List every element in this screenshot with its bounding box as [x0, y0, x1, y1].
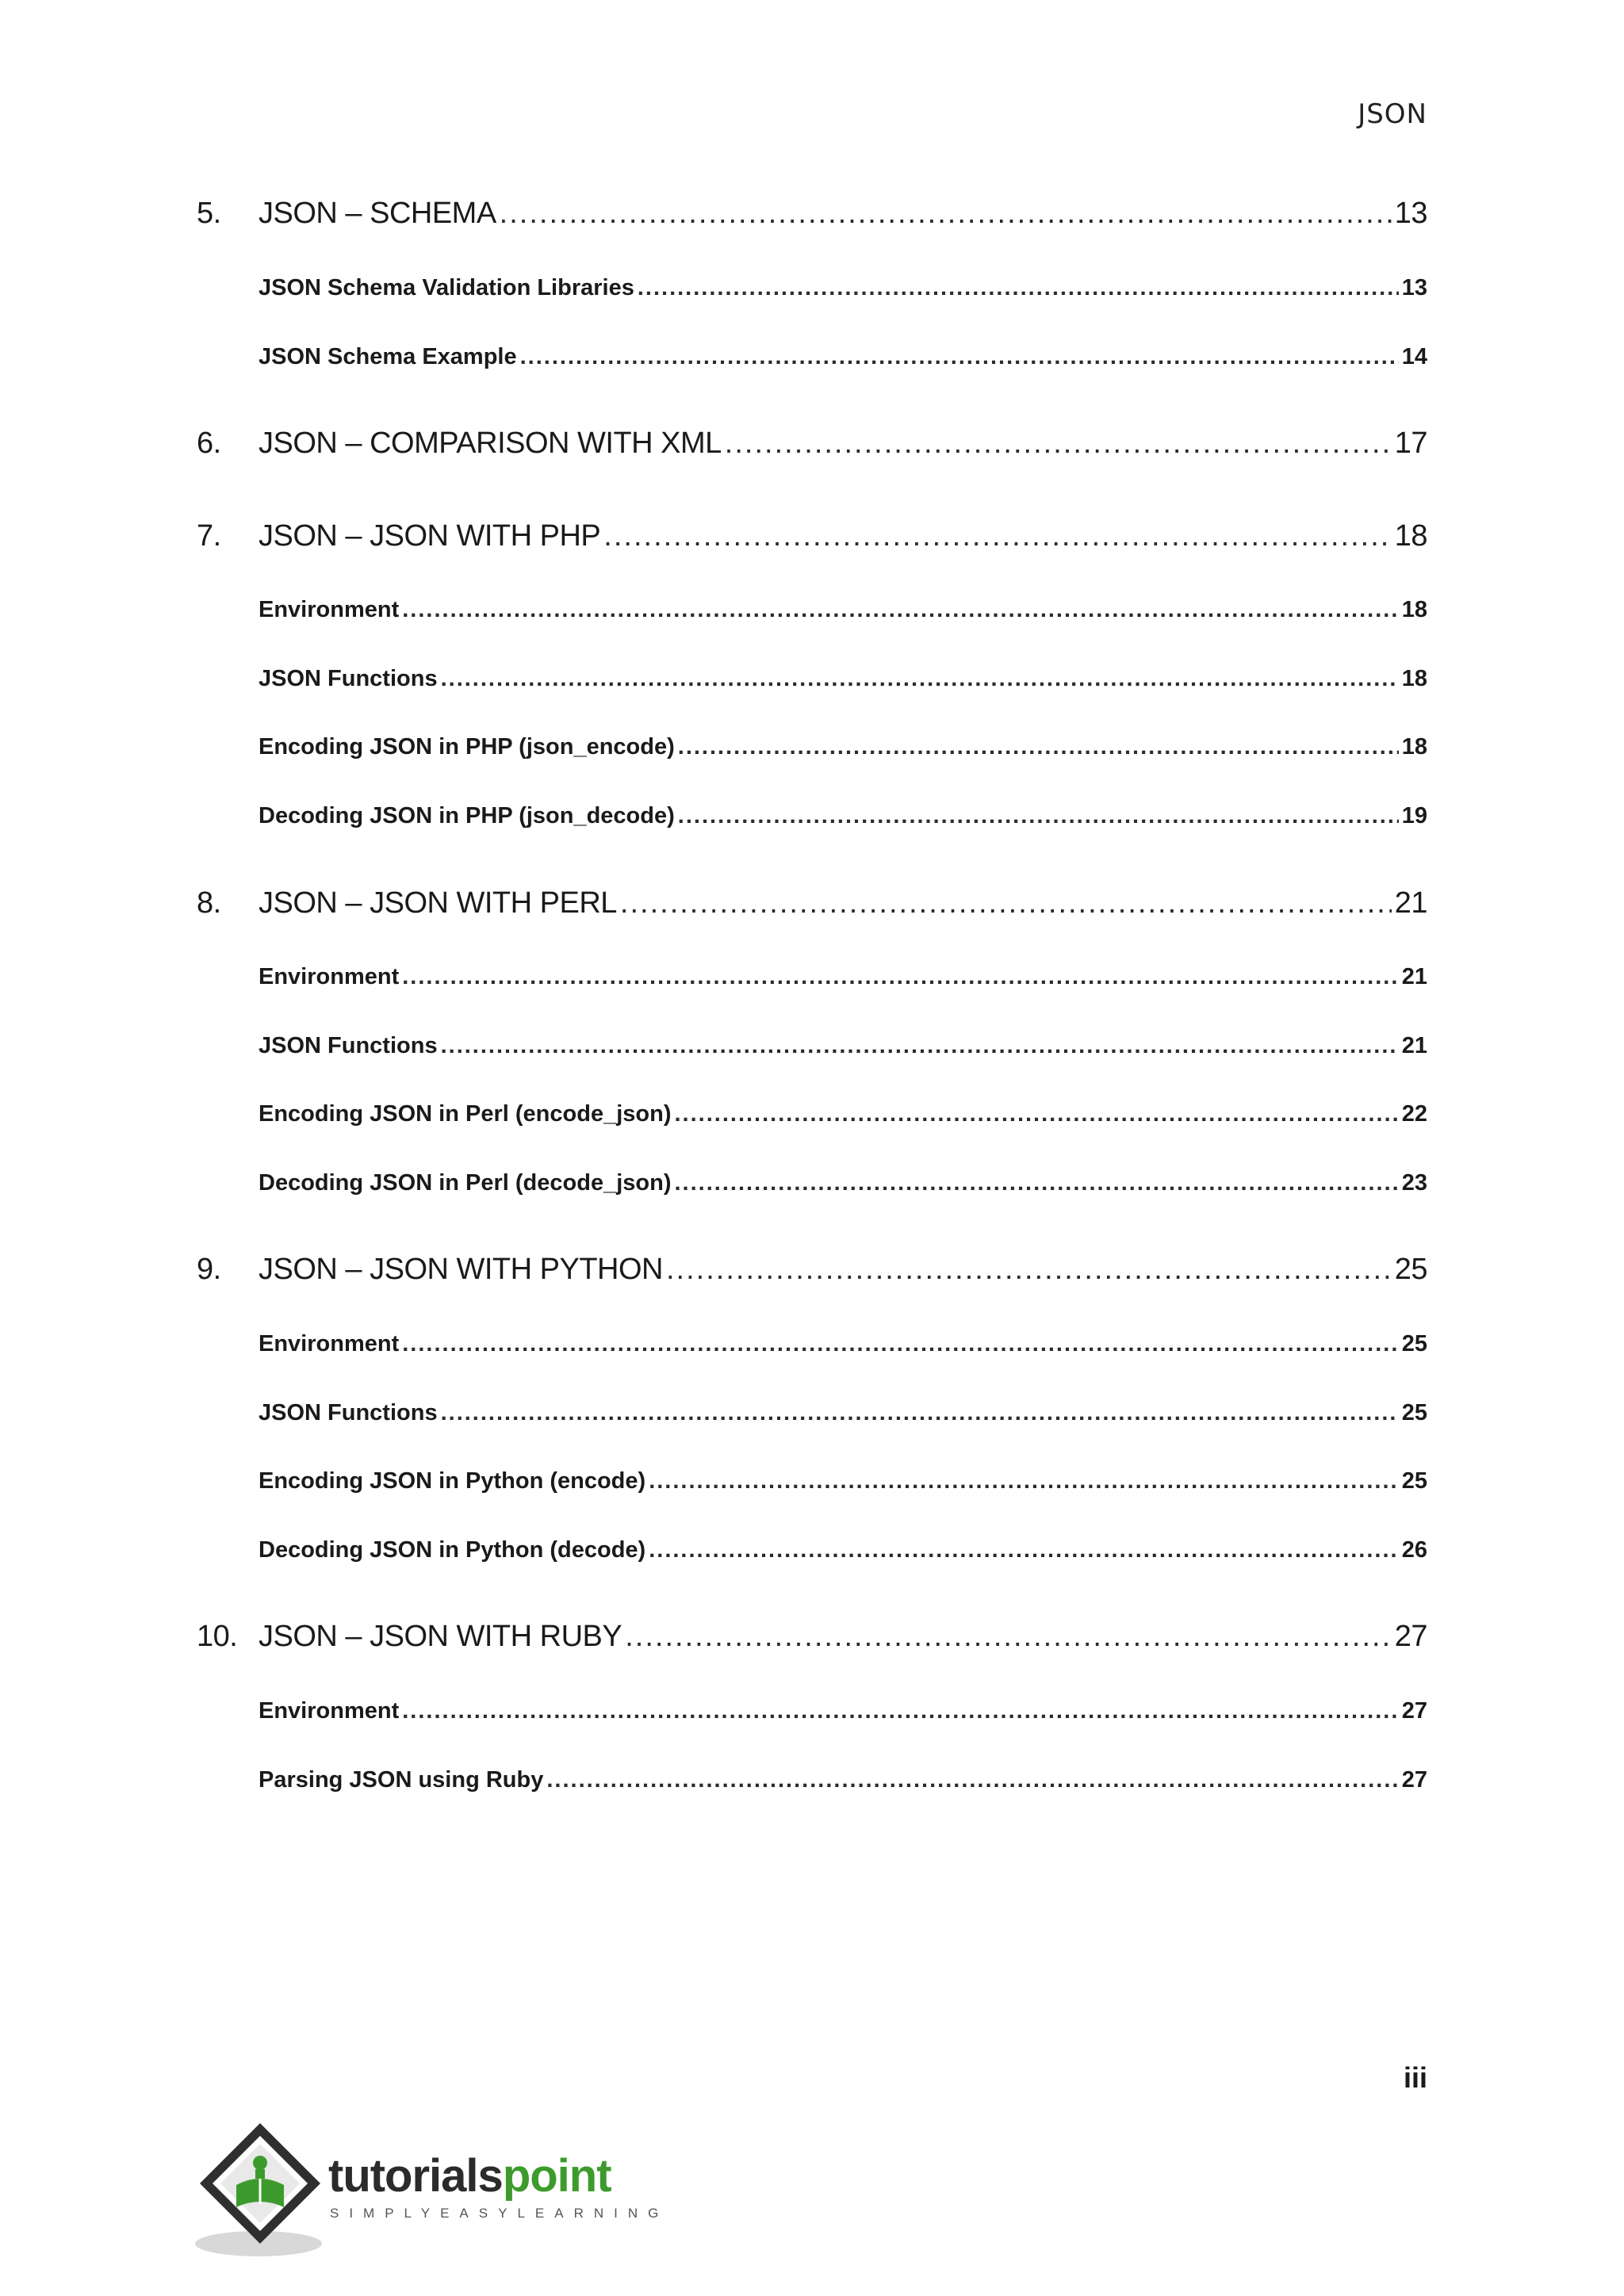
toc-dot-leader [402, 1698, 1398, 1724]
toc-section[interactable] [259, 1101, 1427, 1127]
toc-section[interactable] [259, 1468, 1427, 1494]
toc-chapter-title: JSON – JSON WITH PHP [259, 519, 601, 553]
toc-section-title: JSON Schema Example [259, 344, 517, 369]
toc-section-title: JSON Functions [259, 1400, 438, 1425]
toc-page-number: 27 [1401, 1767, 1427, 1793]
toc-section-title: JSON Functions [259, 666, 438, 691]
toc-section[interactable] [259, 1033, 1427, 1059]
toc-chapter[interactable] [197, 519, 1427, 553]
toc-page-number: 18 [1401, 666, 1427, 691]
toc-dot-leader [625, 1620, 1392, 1654]
toc-dot-leader [441, 666, 1399, 692]
toc-dot-leader [678, 734, 1399, 760]
toc-page-number: 25 [1394, 1253, 1427, 1286]
toc-chapter-number: 10. [197, 1620, 238, 1653]
toc-section-title: JSON Functions [259, 1033, 438, 1058]
toc-page-number: 22 [1401, 1101, 1427, 1127]
toc-section-title: Parsing JSON using Ruby [259, 1767, 544, 1793]
toc-section[interactable] [259, 597, 1427, 623]
toc-dot-leader [620, 886, 1392, 920]
toc-chapter-number: 6. [197, 427, 221, 460]
toc-page-number: 25 [1401, 1331, 1427, 1357]
toc-chapter[interactable] [197, 1253, 1427, 1287]
toc-page-number: 27 [1394, 1620, 1427, 1653]
toc-section-title: Decoding JSON in Python (decode) [259, 1537, 646, 1563]
toc-dot-leader [675, 1170, 1399, 1196]
toc-page-number: 13 [1401, 275, 1427, 300]
toc-page-number: 21 [1401, 1033, 1427, 1058]
toc-chapter-number: 7. [197, 519, 221, 553]
toc-chapter[interactable] [197, 197, 1427, 231]
toc-page-number: 18 [1401, 597, 1427, 622]
toc-page-number: 21 [1401, 964, 1427, 989]
toc-dot-leader [678, 803, 1399, 829]
toc-dot-leader [725, 427, 1392, 461]
toc-section-title: Encoding JSON in PHP (json_encode) [259, 734, 675, 760]
toc-page-number: 21 [1394, 886, 1427, 920]
logo-word-tutorials: tutorials [328, 2150, 503, 2202]
toc-chapter-title: JSON – JSON WITH PERL [259, 886, 617, 920]
toc-dot-leader [638, 275, 1399, 301]
toc-page-number: 18 [1401, 734, 1427, 760]
toc-section[interactable] [259, 1400, 1427, 1426]
toc-page-number: 14 [1401, 344, 1427, 369]
toc-section-title: Environment [259, 1698, 400, 1724]
toc-dot-leader [520, 344, 1399, 370]
toc-page-number: 23 [1401, 1170, 1427, 1196]
toc-section-title: Environment [259, 1331, 400, 1357]
logo-tagline: SIMPLYEASYLEARNING [330, 2206, 669, 2221]
toc-section[interactable] [259, 666, 1427, 692]
logo-emblem-icon [193, 2118, 328, 2261]
toc-dot-leader [500, 197, 1392, 231]
toc-chapter-title: JSON – JSON WITH PYTHON [259, 1253, 663, 1286]
toc-section[interactable] [259, 1767, 1427, 1793]
toc-page-number: 17 [1394, 427, 1427, 460]
toc-section[interactable] [259, 803, 1427, 829]
toc-dot-leader [603, 519, 1391, 553]
toc-section-title: Environment [259, 597, 400, 622]
running-header: JSON [1358, 98, 1427, 130]
toc-dot-leader [402, 1331, 1398, 1357]
toc-page-number: 25 [1401, 1400, 1427, 1425]
toc-chapter-title: JSON – SCHEMA [259, 197, 496, 230]
toc-chapter[interactable] [197, 886, 1427, 920]
toc-section[interactable] [259, 1698, 1427, 1724]
toc-chapter-number: 9. [197, 1253, 221, 1286]
toc-dot-leader [441, 1400, 1399, 1426]
toc-chapter[interactable] [197, 1620, 1427, 1654]
logo-word-point: point [502, 2150, 611, 2202]
toc-dot-leader [666, 1253, 1392, 1287]
toc-section[interactable] [259, 275, 1427, 301]
toc-section-title: Decoding JSON in PHP (json_decode) [259, 803, 675, 828]
toc-section[interactable] [259, 1331, 1427, 1357]
tutorialspoint-logo [193, 2118, 669, 2261]
toc-section-title: Encoding JSON in Python (encode) [259, 1468, 646, 1494]
toc-page-number: 26 [1401, 1537, 1427, 1563]
logo-wordmark [328, 2150, 611, 2202]
toc-dot-leader [674, 1101, 1398, 1127]
toc-dot-leader [441, 1033, 1399, 1059]
toc-page-number: 18 [1394, 519, 1427, 553]
toc-page-number: 25 [1401, 1468, 1427, 1494]
toc-chapter-number: 8. [197, 886, 221, 920]
toc-dot-leader [402, 597, 1398, 623]
toc-chapter[interactable] [197, 427, 1427, 461]
toc-chapter-number: 5. [197, 197, 221, 230]
toc-page-number: 19 [1401, 803, 1427, 828]
toc-dot-leader [402, 964, 1398, 990]
toc-dot-leader [546, 1767, 1398, 1793]
toc-section-title: Environment [259, 964, 400, 989]
toc-chapter-title: JSON – COMPARISON WITH XML [259, 427, 722, 460]
toc-section[interactable] [259, 734, 1427, 760]
toc-page-number: 27 [1401, 1698, 1427, 1724]
toc-section-title: JSON Schema Validation Libraries [259, 275, 634, 300]
toc-dot-leader [649, 1537, 1399, 1563]
toc-section[interactable] [259, 1537, 1427, 1563]
page-number: iii [1403, 2061, 1427, 2094]
toc-dot-leader [649, 1468, 1399, 1494]
toc-section[interactable] [259, 1170, 1427, 1196]
toc-page-number: 13 [1394, 197, 1427, 230]
toc-section[interactable] [259, 964, 1427, 990]
toc-section-title: Encoding JSON in Perl (encode_json) [259, 1101, 672, 1127]
toc-section-title: Decoding JSON in Perl (decode_json) [259, 1170, 672, 1196]
toc-chapter-title: JSON – JSON WITH RUBY [259, 1620, 622, 1653]
toc-section[interactable] [259, 344, 1427, 370]
